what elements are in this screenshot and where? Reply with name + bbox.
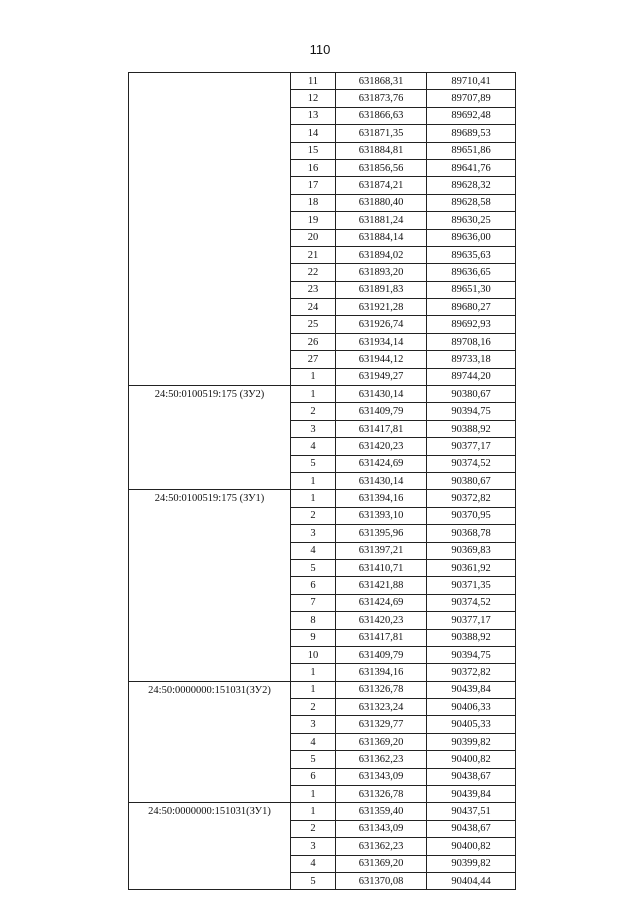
x-coordinate-cell: 631926,74 bbox=[336, 316, 427, 333]
point-number-cell: 8 bbox=[291, 612, 336, 629]
y-coordinate-cell: 90439,84 bbox=[427, 786, 516, 803]
y-coordinate-cell: 89710,41 bbox=[427, 73, 516, 90]
plot-cadastral-number bbox=[129, 803, 291, 890]
x-coordinate-cell: 631369,20 bbox=[336, 733, 427, 750]
y-coordinate-cell: 89630,25 bbox=[427, 212, 516, 229]
point-number-cell: 2 bbox=[291, 403, 336, 420]
point-number-cell: 6 bbox=[291, 768, 336, 785]
point-number-cell: 5 bbox=[291, 455, 336, 472]
point-number-cell: 4 bbox=[291, 542, 336, 559]
point-number-cell: 2 bbox=[291, 699, 336, 716]
table-row bbox=[129, 681, 516, 698]
point-number-cell: 23 bbox=[291, 281, 336, 298]
point-number-cell: 4 bbox=[291, 855, 336, 872]
y-coordinate-cell: 89680,27 bbox=[427, 299, 516, 316]
x-coordinate-cell: 631424,69 bbox=[336, 455, 427, 472]
y-coordinate-cell: 90400,82 bbox=[427, 838, 516, 855]
x-coordinate-cell: 631370,08 bbox=[336, 872, 427, 889]
plot-cadastral-number bbox=[129, 386, 291, 490]
point-number-cell: 18 bbox=[291, 194, 336, 211]
x-coordinate-cell: 631326,78 bbox=[336, 681, 427, 698]
point-number-cell: 1 bbox=[291, 803, 336, 820]
x-coordinate-cell: 631893,20 bbox=[336, 264, 427, 281]
y-coordinate-cell: 90439,84 bbox=[427, 681, 516, 698]
x-coordinate-cell: 631934,14 bbox=[336, 333, 427, 350]
point-number-cell: 1 bbox=[291, 386, 336, 403]
x-coordinate-cell: 631410,71 bbox=[336, 559, 427, 576]
y-coordinate-cell: 90399,82 bbox=[427, 733, 516, 750]
point-number-cell: 16 bbox=[291, 159, 336, 176]
y-coordinate-cell: 89689,53 bbox=[427, 125, 516, 142]
y-coordinate-cell: 90372,82 bbox=[427, 490, 516, 507]
y-coordinate-cell: 90388,92 bbox=[427, 420, 516, 437]
y-coordinate-cell: 90438,67 bbox=[427, 768, 516, 785]
point-number-cell: 12 bbox=[291, 90, 336, 107]
y-coordinate-cell: 89628,58 bbox=[427, 194, 516, 211]
point-number-cell: 1 bbox=[291, 490, 336, 507]
point-number-cell: 3 bbox=[291, 525, 336, 542]
plot-cadastral-number bbox=[129, 490, 291, 681]
x-coordinate-cell: 631868,31 bbox=[336, 73, 427, 90]
point-number-cell: 5 bbox=[291, 751, 336, 768]
y-coordinate-cell: 90404,44 bbox=[427, 872, 516, 889]
point-number-cell: 10 bbox=[291, 646, 336, 663]
x-coordinate-cell: 631326,78 bbox=[336, 786, 427, 803]
plot-label: 24:50:0000000:151031(ЗУ2) bbox=[148, 684, 271, 696]
y-coordinate-cell: 90380,67 bbox=[427, 386, 516, 403]
point-number-cell: 20 bbox=[291, 229, 336, 246]
x-coordinate-cell: 631430,14 bbox=[336, 386, 427, 403]
x-coordinate-cell: 631894,02 bbox=[336, 246, 427, 263]
y-coordinate-cell: 89744,20 bbox=[427, 368, 516, 385]
point-number-cell: 17 bbox=[291, 177, 336, 194]
plot-label: 24:50:0100519:175 (ЗУ1) bbox=[154, 493, 265, 505]
point-number-cell: 4 bbox=[291, 438, 336, 455]
y-coordinate-cell: 89651,86 bbox=[427, 142, 516, 159]
y-coordinate-cell: 90368,78 bbox=[427, 525, 516, 542]
point-number-cell: 13 bbox=[291, 107, 336, 124]
point-number-cell: 22 bbox=[291, 264, 336, 281]
y-coordinate-cell: 90377,17 bbox=[427, 438, 516, 455]
point-number-cell: 15 bbox=[291, 142, 336, 159]
x-coordinate-cell: 631873,76 bbox=[336, 90, 427, 107]
table-row bbox=[129, 490, 516, 507]
table-row bbox=[129, 803, 516, 820]
x-coordinate-cell: 631397,21 bbox=[336, 542, 427, 559]
y-coordinate-cell: 90374,52 bbox=[427, 455, 516, 472]
x-coordinate-cell: 631395,96 bbox=[336, 525, 427, 542]
x-coordinate-cell: 631394,16 bbox=[336, 490, 427, 507]
x-coordinate-cell: 631420,23 bbox=[336, 438, 427, 455]
plot-label: 24:50:0000000:151031(ЗУ1) bbox=[148, 806, 271, 818]
x-coordinate-cell: 631343,09 bbox=[336, 768, 427, 785]
x-coordinate-cell: 631393,10 bbox=[336, 507, 427, 524]
table-row bbox=[129, 73, 516, 90]
coordinates-table bbox=[128, 72, 516, 890]
point-number-cell: 1 bbox=[291, 472, 336, 489]
x-coordinate-cell: 631871,35 bbox=[336, 125, 427, 142]
y-coordinate-cell: 90370,95 bbox=[427, 507, 516, 524]
y-coordinate-cell: 90380,67 bbox=[427, 472, 516, 489]
point-number-cell: 1 bbox=[291, 664, 336, 681]
x-coordinate-cell: 631874,21 bbox=[336, 177, 427, 194]
x-coordinate-cell: 631921,28 bbox=[336, 299, 427, 316]
x-coordinate-cell: 631884,81 bbox=[336, 142, 427, 159]
y-coordinate-cell: 90374,52 bbox=[427, 594, 516, 611]
y-coordinate-cell: 90361,92 bbox=[427, 559, 516, 576]
x-coordinate-cell: 631323,24 bbox=[336, 699, 427, 716]
point-number-cell: 1 bbox=[291, 681, 336, 698]
plot-label: 24:50:0100519:175 (ЗУ2) bbox=[154, 389, 265, 401]
point-number-cell: 19 bbox=[291, 212, 336, 229]
x-coordinate-cell: 631880,40 bbox=[336, 194, 427, 211]
plot-cadastral-number bbox=[129, 73, 291, 386]
x-coordinate-cell: 631430,14 bbox=[336, 472, 427, 489]
point-number-cell: 14 bbox=[291, 125, 336, 142]
x-coordinate-cell: 631424,69 bbox=[336, 594, 427, 611]
y-coordinate-cell: 90369,83 bbox=[427, 542, 516, 559]
x-coordinate-cell: 631343,09 bbox=[336, 820, 427, 837]
x-coordinate-cell: 631369,20 bbox=[336, 855, 427, 872]
point-number-cell: 1 bbox=[291, 368, 336, 385]
x-coordinate-cell: 631884,14 bbox=[336, 229, 427, 246]
y-coordinate-cell: 89628,32 bbox=[427, 177, 516, 194]
y-coordinate-cell: 90388,92 bbox=[427, 629, 516, 646]
y-coordinate-cell: 90399,82 bbox=[427, 855, 516, 872]
point-number-cell: 11 bbox=[291, 73, 336, 90]
plot-label bbox=[129, 73, 290, 75]
point-number-cell: 4 bbox=[291, 733, 336, 750]
point-number-cell: 3 bbox=[291, 420, 336, 437]
point-number-cell: 6 bbox=[291, 577, 336, 594]
x-coordinate-cell: 631417,81 bbox=[336, 420, 427, 437]
x-coordinate-cell: 631409,79 bbox=[336, 646, 427, 663]
page-number: 110 bbox=[309, 42, 331, 57]
y-coordinate-cell: 90371,35 bbox=[427, 577, 516, 594]
point-number-cell: 2 bbox=[291, 820, 336, 837]
x-coordinate-cell: 631362,23 bbox=[336, 838, 427, 855]
y-coordinate-cell: 90406,33 bbox=[427, 699, 516, 716]
x-coordinate-cell: 631409,79 bbox=[336, 403, 427, 420]
point-number-cell: 26 bbox=[291, 333, 336, 350]
x-coordinate-cell: 631856,56 bbox=[336, 159, 427, 176]
point-number-cell: 2 bbox=[291, 507, 336, 524]
point-number-cell: 3 bbox=[291, 716, 336, 733]
x-coordinate-cell: 631944,12 bbox=[336, 351, 427, 368]
x-coordinate-cell: 631362,23 bbox=[336, 751, 427, 768]
point-number-cell: 25 bbox=[291, 316, 336, 333]
y-coordinate-cell: 89692,93 bbox=[427, 316, 516, 333]
x-coordinate-cell: 631881,24 bbox=[336, 212, 427, 229]
x-coordinate-cell: 631359,40 bbox=[336, 803, 427, 820]
y-coordinate-cell: 89641,76 bbox=[427, 159, 516, 176]
y-coordinate-cell: 89635,63 bbox=[427, 246, 516, 263]
y-coordinate-cell: 89692,48 bbox=[427, 107, 516, 124]
plot-cadastral-number bbox=[129, 681, 291, 803]
y-coordinate-cell: 90437,51 bbox=[427, 803, 516, 820]
x-coordinate-cell: 631949,27 bbox=[336, 368, 427, 385]
x-coordinate-cell: 631329,77 bbox=[336, 716, 427, 733]
y-coordinate-cell: 90405,33 bbox=[427, 716, 516, 733]
y-coordinate-cell: 90377,17 bbox=[427, 612, 516, 629]
x-coordinate-cell: 631394,16 bbox=[336, 664, 427, 681]
x-coordinate-cell: 631420,23 bbox=[336, 612, 427, 629]
y-coordinate-cell: 90372,82 bbox=[427, 664, 516, 681]
y-coordinate-cell: 90394,75 bbox=[427, 403, 516, 420]
point-number-cell: 24 bbox=[291, 299, 336, 316]
y-coordinate-cell: 90394,75 bbox=[427, 646, 516, 663]
point-number-cell: 9 bbox=[291, 629, 336, 646]
point-number-cell: 5 bbox=[291, 872, 336, 889]
point-number-cell: 3 bbox=[291, 838, 336, 855]
x-coordinate-cell: 631421,88 bbox=[336, 577, 427, 594]
y-coordinate-cell: 89707,89 bbox=[427, 90, 516, 107]
x-coordinate-cell: 631866,63 bbox=[336, 107, 427, 124]
point-number-cell: 27 bbox=[291, 351, 336, 368]
y-coordinate-cell: 89733,18 bbox=[427, 351, 516, 368]
y-coordinate-cell: 89636,65 bbox=[427, 264, 516, 281]
x-coordinate-cell: 631891,83 bbox=[336, 281, 427, 298]
y-coordinate-cell: 89708,16 bbox=[427, 333, 516, 350]
point-number-cell: 5 bbox=[291, 559, 336, 576]
y-coordinate-cell: 90400,82 bbox=[427, 751, 516, 768]
point-number-cell: 7 bbox=[291, 594, 336, 611]
point-number-cell: 1 bbox=[291, 786, 336, 803]
y-coordinate-cell: 89651,30 bbox=[427, 281, 516, 298]
point-number-cell: 21 bbox=[291, 246, 336, 263]
table-row bbox=[129, 386, 516, 403]
y-coordinate-cell: 90438,67 bbox=[427, 820, 516, 837]
x-coordinate-cell: 631417,81 bbox=[336, 629, 427, 646]
y-coordinate-cell: 89636,00 bbox=[427, 229, 516, 246]
